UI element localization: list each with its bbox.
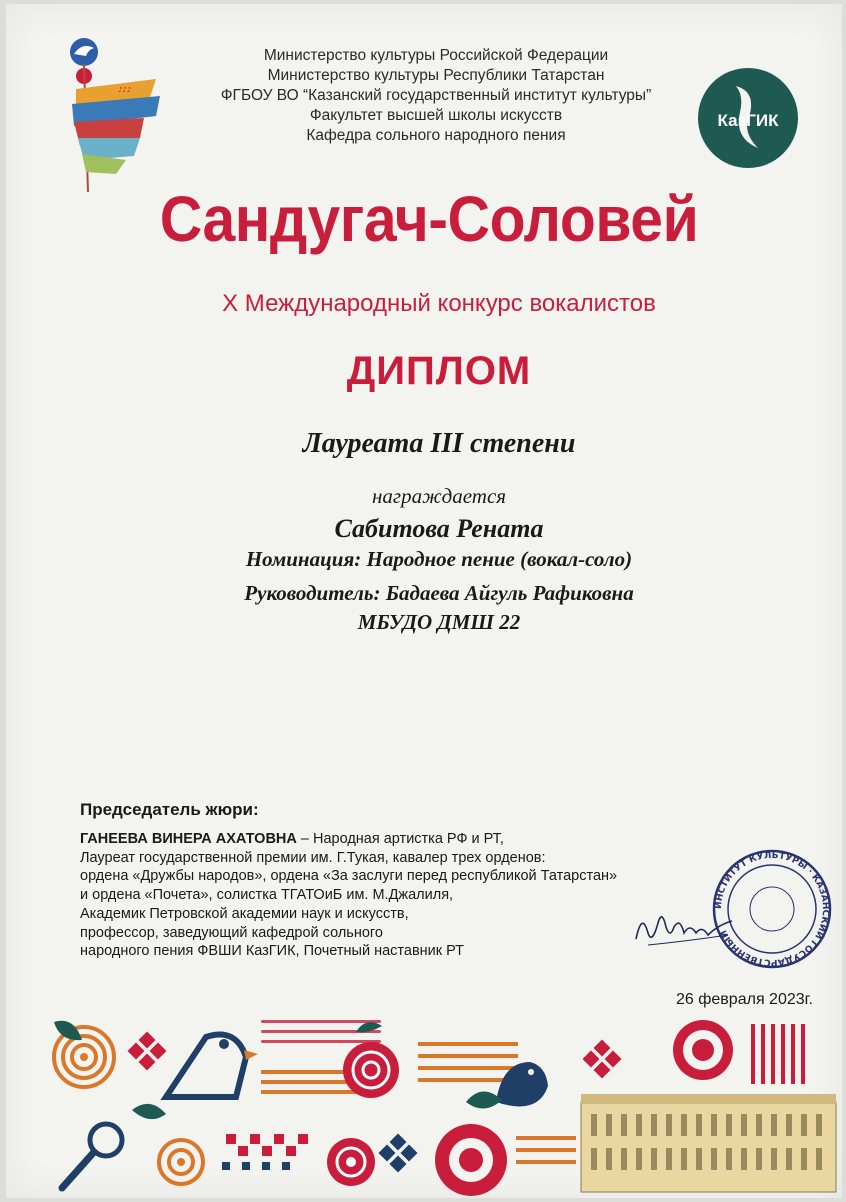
jury-line-text: – Народная артистка РФ и РТ, (296, 831, 504, 847)
jury-line: ордена «Дружбы народов», ордена «За заслуги перед республикой Татарстан» (80, 868, 618, 885)
jury-line: и ордена «Почета», солистка ТГАТОиБ им. М.Джалиля, (80, 887, 454, 904)
awarded-label: награждается (371, 484, 507, 508)
folk-ornament-icon (46, 1012, 846, 1202)
institute-building-icon (581, 1094, 836, 1192)
big-sun-icon (435, 1124, 507, 1196)
festival-logo-icon (58, 34, 178, 194)
signature-icon (628, 899, 758, 959)
concentric-circle-icon (54, 1027, 114, 1087)
org-line: Факультет высшей школы искусств (309, 107, 563, 124)
jury-heading: Председатель жюри: (80, 800, 259, 819)
microphone-icon (62, 1124, 122, 1188)
competition-subtitle: X Международный конкурс вокалистов (222, 290, 656, 317)
org-line: ФГБОУ ВО “Казанский государственный институт культуры” (220, 87, 652, 104)
svg-text:♪♪♪: ♪♪♪ (118, 86, 132, 94)
red-flower-icon (128, 1032, 167, 1071)
pomegranate-icon (343, 1022, 399, 1098)
jury-line (80, 830, 720, 849)
recipient-name: Сабитова Рената (334, 514, 544, 543)
jury-line: народного пения ФВШИ КазГИК, Почетный наставник РТ (80, 943, 465, 960)
competition-title: Сандугач-Соловей (159, 183, 699, 255)
leader-text: Руководитель: Бадаева Айгуль Рафиковна (244, 581, 634, 605)
sun-ornament-icon (673, 1020, 733, 1080)
org-line: Кафедра сольного народного пения (306, 127, 566, 144)
org-line: Министерство культуры Республики Татарстан (267, 67, 605, 84)
school-text: МБУДО ДМШ 22 (357, 610, 521, 634)
nomination-text: Номинация: Народное пение (вокал-соло) (245, 547, 633, 571)
jury-line: Лауреат государственной премии им. Г.Тукая, кавалер трех орденов: (80, 849, 546, 866)
jury-line: Академик Петровской академии наук и искусств, (80, 905, 409, 922)
stamp-text: ИНСТИТУТ КУЛЬТУРЫ · КАЗАНСКИЙ ГОСУДАРСТВЕННЫЙ (713, 850, 831, 968)
organization-lines (166, 46, 706, 146)
bird-icon (166, 1035, 258, 1098)
diploma-sheet (6, 4, 842, 1198)
diploma-heading: ДИПЛОМ (346, 349, 532, 393)
kazgik-logo-text: КазГИК (717, 111, 779, 130)
jury-line: профессор, заведующий кафедрой сольного (80, 924, 383, 941)
kazgik-logo-icon (696, 66, 800, 170)
degree-text: Лауреата III степени (302, 428, 576, 459)
red-flower-icon (583, 1040, 622, 1079)
org-line: Министерство культуры Российской Федерации (263, 47, 609, 64)
issue-date: 26 февраля 2023г. (676, 991, 813, 1008)
jury-chair-name: ГАНЕЕВА ВИНЕРА АХАТОВНА (80, 831, 297, 847)
jury-description (80, 830, 720, 961)
